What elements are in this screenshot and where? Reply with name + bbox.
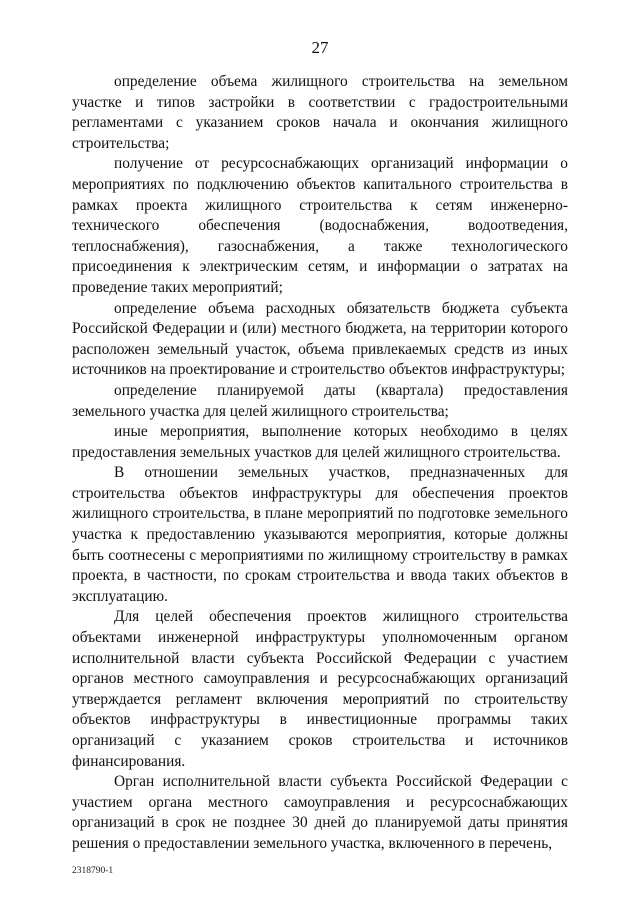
paragraph: определение объема расходных обязательств бюджета субъекта Российской Федерации и (или) местного бюджета, на территории которого расположен земельный участок, объема привлекаемых средств из иных источников на проектирование и строительство объектов инфраструктуры; bbox=[72, 299, 568, 379]
paragraph: В отношении земельных участков, предназначенных для строительства объектов инфраструктуры для обеспечения проектов жилищного строительства, в плане мероприятий по подготовке земельного участка к предоставлению указываются мероприятия, которые должны быть соотнесены с мероприятиями по жилищному строительству в рамках проекта, в частности, по срокам строительства и ввода таких объектов в эксплуатацию. bbox=[72, 464, 568, 605]
paragraph: получение от ресурсоснабжающих организаций информации о мероприятиях по подключению объектов капитального строительства в рамках проекта жилищного строительства к сетям инженерно-технического обеспечения (водоснабжения, водоотведения, теплоснабжения), газоснабжения, а также технологического присоединения к электрическим сетям, и информации о затратах на проведение таких мероприятий; bbox=[72, 155, 568, 296]
page-number: 27 bbox=[311, 38, 329, 57]
paragraph: Орган исполнительной власти субъекта Российской Федерации с участием органа местного самоуправления и ресурсоснабжающих организаций в срок не позднее 30 дней до планируемой даты принятия решения о предоставлении земельного участка, включенного в перечень, bbox=[72, 773, 568, 852]
document-code: 2318790-1 bbox=[72, 866, 114, 876]
paragraph: определение планируемой даты (квартала) предоставления земельного участка для целей жилищного строительства; bbox=[72, 381, 568, 420]
paragraph: Для целей обеспечения проектов жилищного строительства объектами инженерной инфраструктуры уполномоченным органом исполнительной власти субъекта Российской Федерации с участием органов местного самоуправления и ресурсоснабжающих организаций утверждается регламент включения мероприятий по строительству объектов инфраструктуры в инвестиционные программы таких организаций с указанием сроков строительства и источников финансирования. bbox=[72, 608, 568, 770]
paragraph: определение объема жилищного строительства на земельном участке и типов застройки в соответствии с градостроительными регламентами с указанием сроков начала и окончания жилищного строительства; bbox=[72, 73, 568, 152]
document-body bbox=[72, 72, 568, 855]
paragraph: иные мероприятия, выполнение которых необходимо в целях предоставления земельных участков для целей жилищного строительства. bbox=[72, 423, 568, 461]
